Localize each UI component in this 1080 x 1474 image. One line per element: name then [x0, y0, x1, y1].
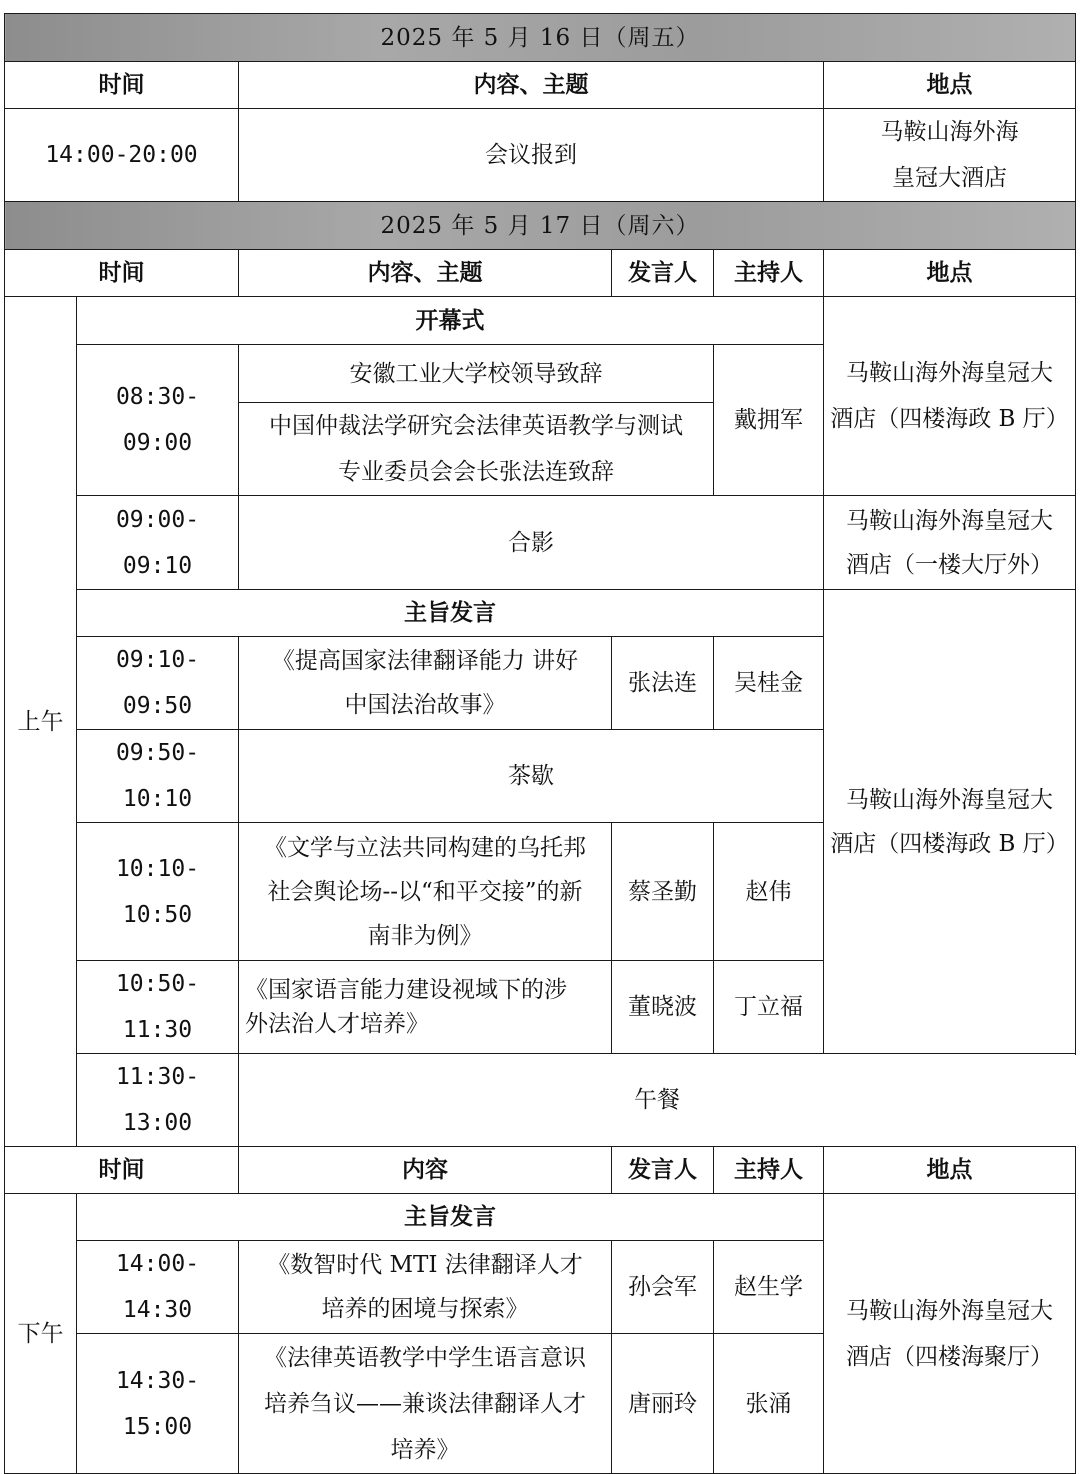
opening-host: 戴拥军 — [714, 345, 824, 496]
talk-speaker: 蔡圣勤 — [612, 823, 714, 961]
keynote-pm-location: 马鞍山海外海皇冠大 酒店（四楼海聚厅） — [824, 1194, 1076, 1474]
am-header-location: 地点 — [824, 250, 1076, 297]
registration-location: 马鞍山海外海 皇冠大酒店 — [824, 109, 1076, 202]
keynote-am-title: 主旨发言 — [77, 590, 824, 637]
talk-host: 吴桂金 — [714, 637, 824, 730]
photo-location: 马鞍山海外海皇冠大 酒店（一楼大厅外） — [824, 496, 1076, 590]
header-location: 地点 — [824, 62, 1076, 109]
registration-content: 会议报到 — [239, 109, 824, 202]
talk-time: 14:30-15:00 — [77, 1334, 239, 1474]
conference-schedule-table — [4, 13, 1076, 1474]
am-header-host: 主持人 — [714, 250, 824, 297]
photo-row — [5, 496, 1076, 590]
header-time: 时间 — [5, 62, 239, 109]
am-header-row — [5, 250, 1076, 297]
talk-speaker: 唐丽玲 — [612, 1334, 714, 1474]
am-header-content: 内容、主题 — [239, 250, 612, 297]
tea-break-label: 茶歇 — [239, 730, 824, 823]
pm-header-speaker: 发言人 — [612, 1147, 714, 1194]
photo-content: 合影 — [239, 496, 824, 590]
talk-title: 《数智时代 MTI 法律翻译人才 培养的困境与探索》 — [239, 1241, 612, 1334]
keynote-am-title-row — [5, 590, 1076, 637]
header-content: 内容、主题 — [239, 62, 824, 109]
pm-header-host: 主持人 — [714, 1147, 824, 1194]
talk-speaker: 张法连 — [612, 637, 714, 730]
opening-speech-2: 中国仲裁法学研究会法律英语教学与测试 专业委员会会长张法连致辞 — [239, 403, 714, 496]
tea-break-time: 09:50-10:10 — [77, 730, 239, 823]
day1-registration-row — [5, 109, 1076, 202]
day1-band-row — [5, 14, 1076, 62]
opening-location: 马鞍山海外海皇冠大 酒店（四楼海政 B 厅） — [824, 297, 1076, 496]
am-period-label: 上午 — [5, 297, 77, 1147]
talk-title: 《文学与立法共同构建的乌托邦 社会舆论场--以“和平交接”的新 南非为例》 — [239, 823, 612, 961]
keynote-pm-title-row — [5, 1194, 1076, 1241]
talk-title: 《提高国家法律翻译能力 讲好 中国法治故事》 — [239, 637, 612, 730]
day2-date: 2025 年 5 月 17 日（周六） — [5, 202, 1076, 250]
lunch-row — [5, 1054, 1076, 1147]
pm-period-label: 下午 — [5, 1194, 77, 1474]
pm-header-row — [5, 1147, 1076, 1194]
talk-time: 10:50-11:30 — [77, 961, 239, 1054]
keynote-pm-title: 主旨发言 — [77, 1194, 824, 1241]
talk-host: 赵伟 — [714, 823, 824, 961]
am-header-time: 时间 — [5, 250, 239, 297]
pm-header-location: 地点 — [824, 1147, 1076, 1194]
am-header-speaker: 发言人 — [612, 250, 714, 297]
talk-time: 14:00-14:30 — [77, 1241, 239, 1334]
pm-header-content: 内容 — [239, 1147, 612, 1194]
opening-speech-1: 安徽工业大学校领导致辞 — [239, 345, 714, 403]
talk-speaker: 孙会军 — [612, 1241, 714, 1334]
opening-title-row — [5, 297, 1076, 345]
day1-date: 2025 年 5 月 16 日（周五） — [5, 14, 1076, 62]
talk-title: 《国家语言能力建设视域下的涉 外法治人才培养》 — [239, 961, 612, 1054]
talk-time: 09:10-09:50 — [77, 637, 239, 730]
talk-time: 10:10-10:50 — [77, 823, 239, 961]
keynote-am-location: 马鞍山海外海皇冠大 酒店（四楼海政 B 厅） — [824, 590, 1076, 1054]
opening-time: 08:30-09:00 — [77, 345, 239, 496]
talk-host: 丁立福 — [714, 961, 824, 1054]
lunch-label: 午餐 — [239, 1054, 1076, 1147]
registration-time: 14:00-20:00 — [5, 109, 239, 202]
opening-title: 开幕式 — [77, 297, 824, 345]
lunch-time: 11:30-13:00 — [77, 1054, 239, 1147]
day2-band-row — [5, 202, 1076, 250]
day1-header-row — [5, 62, 1076, 109]
talk-title: 《法律英语教学中学生语言意识 培养刍议——兼谈法律翻译人才 培养》 — [239, 1334, 612, 1474]
talk-host: 张涌 — [714, 1334, 824, 1474]
talk-speaker: 董晓波 — [612, 961, 714, 1054]
photo-time: 09:00-09:10 — [77, 496, 239, 590]
pm-header-time: 时间 — [5, 1147, 239, 1194]
talk-host: 赵生学 — [714, 1241, 824, 1334]
